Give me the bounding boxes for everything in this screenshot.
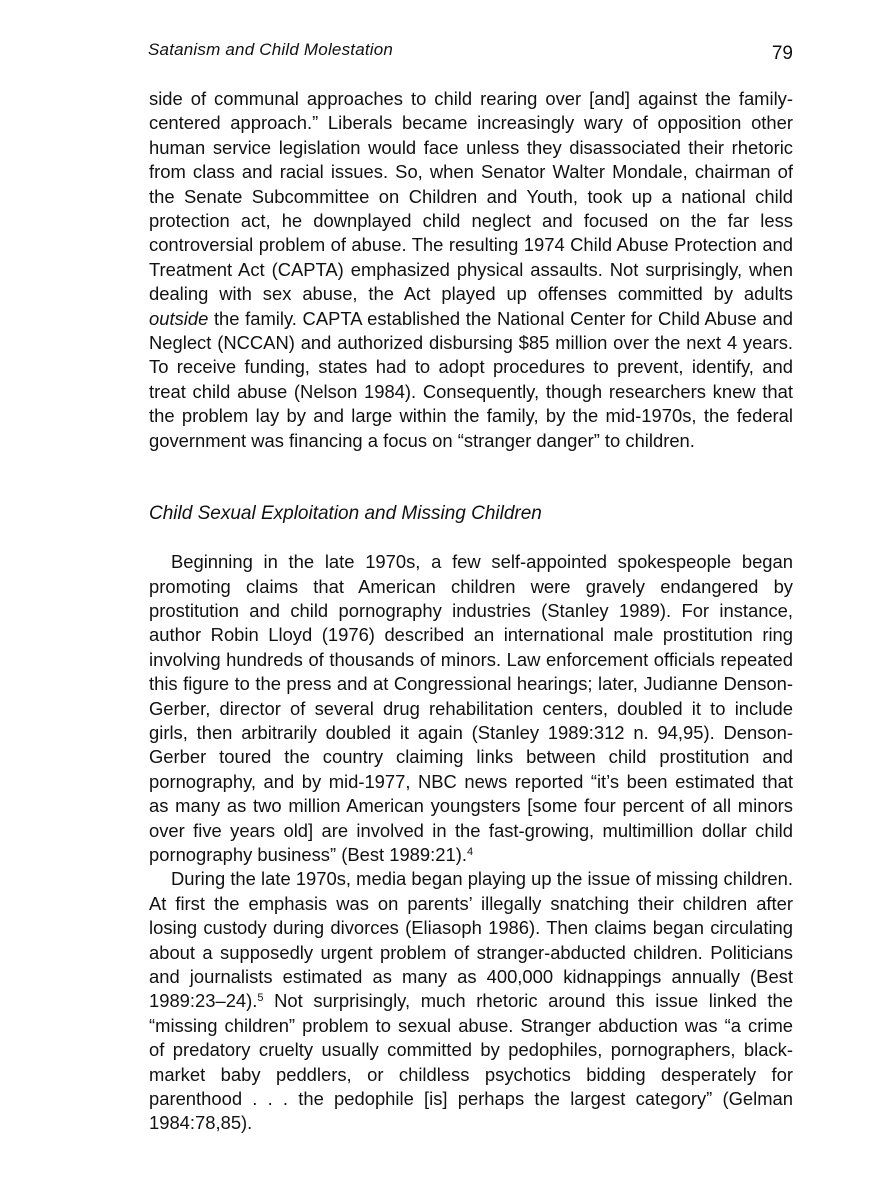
paragraph-missing-children xyxy=(149,867,793,1135)
paragraph-2-text: Beginning in the late 1970s, a few self-appointed spokespeople began promoting claims that American children were gravely endangered by prostitution and child pornography industries (Stanley 1989). For instance, author Robin Lloyd (1976) described an international male prostitution ring involving hundreds of thousands of minors. Law enforcement officials repeated this figure to the press and at Congressional hearings; later, Judianne Denson-Gerber, director of several drug rehabilitation centers, doubled it to include girls, then arbitrarily doubled it again (Stanley 1989:312 n. 94,95). Denson-Gerber toured the country claiming links between child prostitution and pornography, and by mid-1977, NBC news reported “it’s been estimated that as many as two million American youngsters [some four percent of all minors over five years old] are involved in the fast-growing, multimillion dollar child pornography business” (Best 1989:21). xyxy=(149,551,793,865)
footnote-marker-4: 4 xyxy=(466,845,474,858)
page-number: 79 xyxy=(771,43,793,64)
running-title: Satanism and Child Molestation xyxy=(148,40,394,59)
paragraph-3-part-1: During the late 1970s, media began playing up the issue of missing children. At first the emphasis was on parents’ illegally snatching their children after losing custody during divorces (Eliasoph 1986). Then claims began circulating about a supposedly urgent problem of stranger-abducted children. Politicians and journalists estimated as many as 400,000 kidnappings annually (Best 1989:23–24). xyxy=(149,868,793,1012)
running-head xyxy=(148,40,793,70)
section-heading: Child Sexual Exploitation and Missing Children xyxy=(149,503,542,525)
footnote-marker-5: 5 xyxy=(257,992,264,1005)
paragraph-3-part-2: Not surprisingly, much rhetoric around this issue linked the “missing children” problem to sexual abuse. Stranger abduction was “a crime of predatory cruelty usually committed by pedophiles, pornographers, black-market baby peddlers, or childless psychotics bidding desperately for parenthood . . . the pedophile [is] perhaps the largest category” (Gelman 1984:78,85). xyxy=(149,990,793,1134)
paragraph-continued xyxy=(149,87,793,453)
body-text xyxy=(149,87,793,1136)
emphasis-outside: outside xyxy=(149,307,209,329)
paragraph-exploitation xyxy=(149,550,793,867)
paragraph-1-part-1: side of communal approaches to child rearing over [and] against the family-centered approach.” Liberals became increasingly wary of opposition other human service legislation would face unless they disassociated their rhetoric from class and racial issues. So, when Senator Walter Mondale, chairman of the Senate Subcommittee on Children and Youth, took up a national child protection act, he downplayed child neglect and focused on the far less controversial problem of abuse. The resulting 1974 Child Abuse Protection and Treatment Act (CAPTA) emphasized physical assaults. Not surprisingly, when dealing with sex abuse, the Act played up offenses committed by adults xyxy=(149,88,793,305)
paragraph-1-part-2: the family. CAPTA established the National Center for Child Abuse and Neglect (NCCAN) and authorized disbursing $85 million over the next 4 years. To receive funding, states had to adopt procedures to prevent, identify, and treat child abuse (Nelson 1984). Consequently, though researchers knew that the problem lay by and large within the family, by the mid-1970s, the federal government was financing a focus on “stranger danger” to children. xyxy=(149,307,793,451)
